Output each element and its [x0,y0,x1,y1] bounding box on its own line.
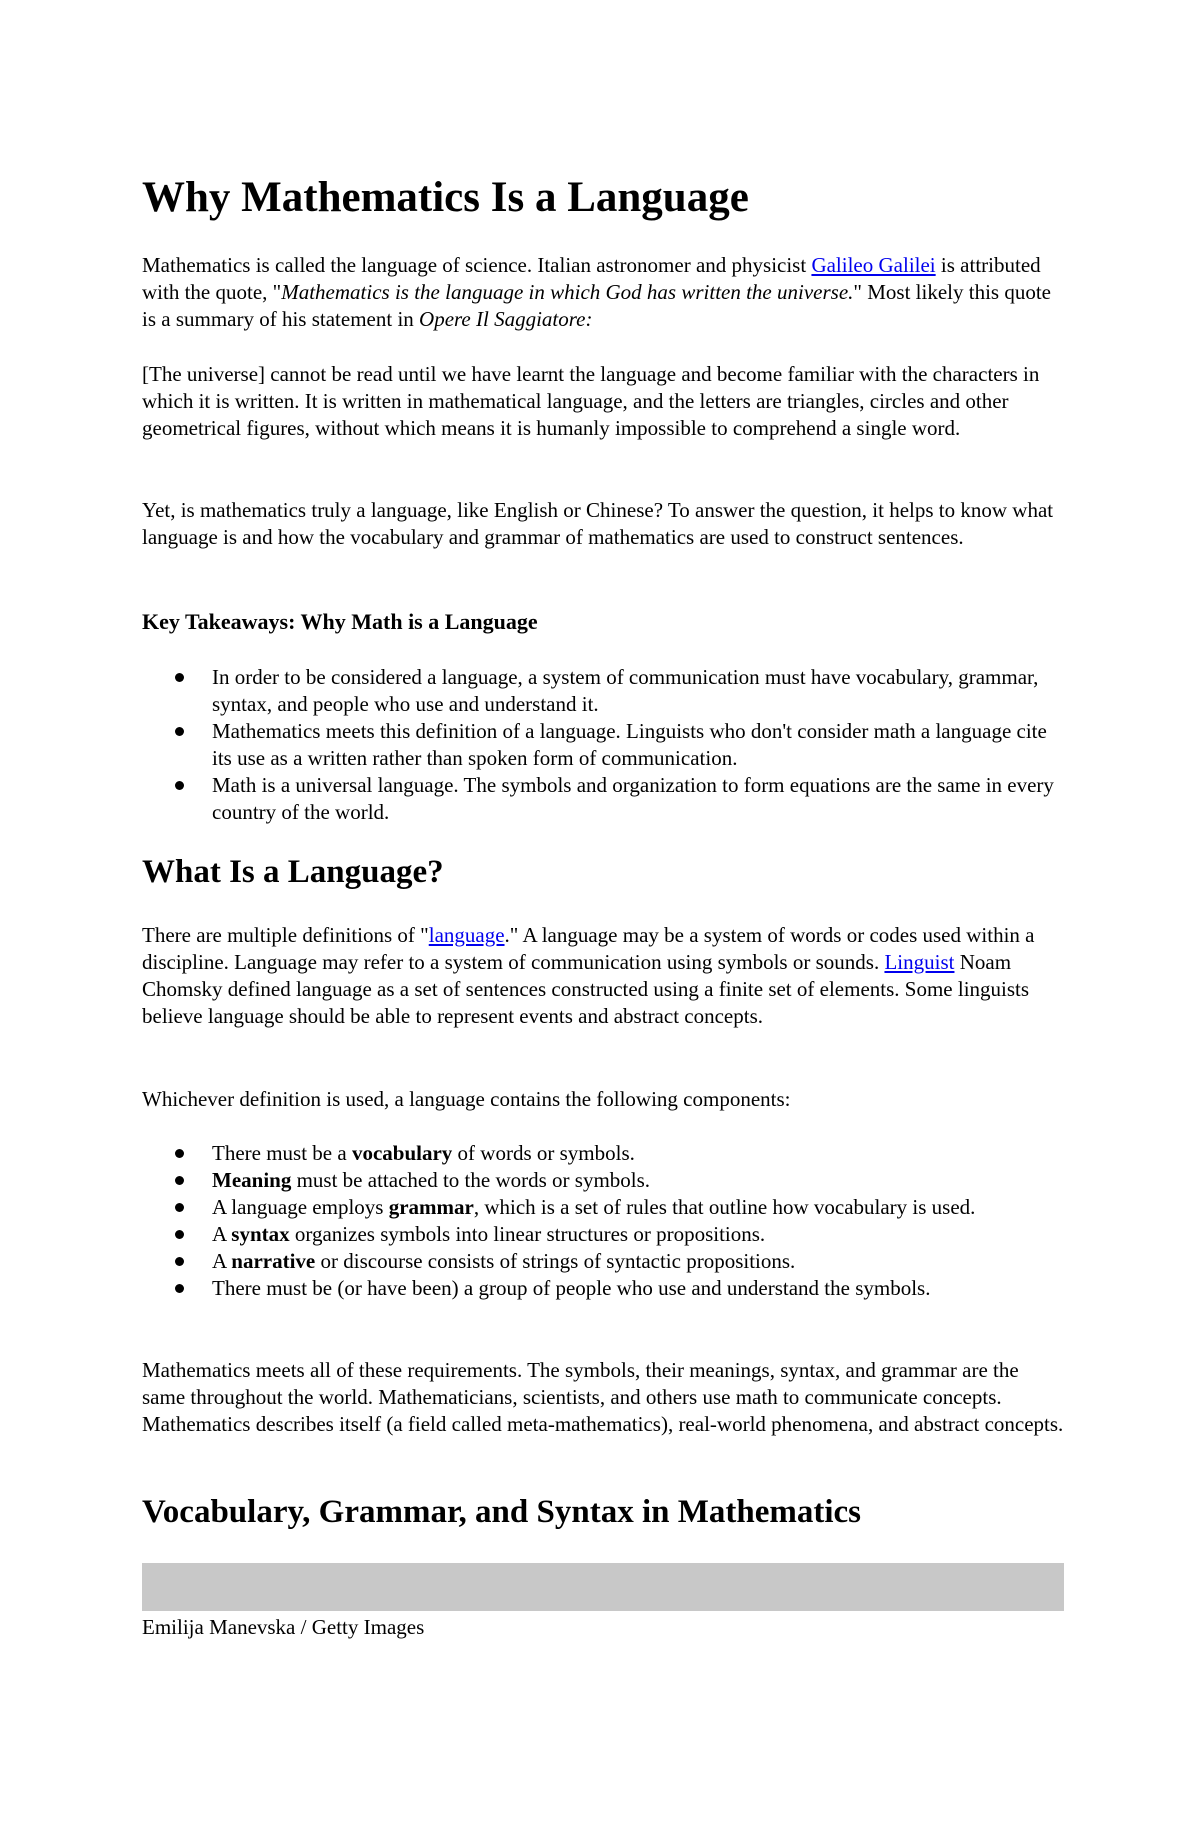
list-item [142,1140,1067,1167]
galileo-link[interactable]: Galileo Galilei [811,253,936,277]
page-title: Why Mathematics Is a Language [142,174,749,221]
definitions-paragraph [142,922,1067,1030]
item-term: narrative [231,1249,316,1273]
item-pre: A [212,1222,232,1246]
section-heading-vocabulary: Vocabulary, Grammar, and Syntax in Mathematics [142,1494,862,1530]
list-item [142,1248,1067,1275]
bullet-icon [175,1257,184,1266]
work-title: Opere Il Saggiatore: [419,307,593,331]
definitions-text-1: There are multiple definitions of " [142,923,429,947]
blockquote-paragraph: [The universe] cannot be read until we have learnt the language and become familiar with the characters in which it is written. It is written in mathematical language, and the letters are triangles, circles and other geometrical figures, without which means it is humanly impossible to comprehend a single word. [142,362,1040,440]
bullet-icon [175,673,184,682]
list-item-text: Math is a universal language. The symbols and organization to form equations are the same in every country of the world. [212,773,1054,824]
bullet-icon [175,1203,184,1212]
item-term: vocabulary [351,1141,453,1165]
linguist-link[interactable]: Linguist [884,950,955,974]
language-link[interactable]: language [428,923,505,947]
bullet-icon [175,1176,184,1185]
item-term: Meaning [212,1168,292,1192]
list-item [142,718,1067,772]
item-post: , which is a set of rules that outline how vocabulary is used. [473,1195,976,1219]
galileo-quote: Mathematics is the language in which God has written the universe. [281,280,854,304]
image-placeholder [142,1563,1064,1611]
item-pre: A language employs [212,1195,389,1219]
list-item [142,664,1067,718]
list-item [142,1275,1067,1302]
list-item-text: In order to be considered a language, a system of communication must have vocabulary, grammar, syntax, and people who use and understand it. [212,665,1039,716]
item-post: or discourse consists of strings of syntactic propositions. [315,1249,796,1273]
definitions-text-2: ." A language may be a system of words or codes used within a discipline. Language may refer to a system of communication using symbols or sounds. [142,923,1035,974]
item-pre: A [212,1249,232,1273]
list-item [142,1167,1067,1194]
takeaways-list [142,664,1067,826]
item-post: must be attached to the words or symbols. [291,1168,651,1192]
item-pre: There must be a [212,1141,352,1165]
item-post: organizes symbols into linear structures or propositions. [289,1222,766,1246]
requirements-paragraph: Mathematics meets all of these requirements. The symbols, their meanings, syntax, and grammar are the same throughout the world. Mathematicians, scientists, and others use math to communicate concepts. Mathematics describes itself (a field called meta-mathematics), real-world phenomena, and abstract concepts. [142,1358,1064,1436]
intro-text-3: " Most likely this quote is a summary of his statement in [142,280,1051,331]
components-intro: Whichever definition is used, a language contains the following components: [142,1087,791,1111]
item-pre: There must be (or have been) a group of people who use and understand the symbols. [212,1276,931,1300]
list-item [142,772,1067,826]
intro-paragraph [142,252,1067,333]
item-term: syntax [231,1222,290,1246]
image-caption: Emilija Manevska / Getty Images [142,1615,425,1639]
bullet-icon [175,1149,184,1158]
item-post: of words or symbols. [452,1141,635,1165]
bullet-icon [175,1230,184,1239]
bullet-icon [175,781,184,790]
bullet-icon [175,727,184,736]
bullet-icon [175,1284,184,1293]
intro-text-1: Mathematics is called the language of science. Italian astronomer and physicist [142,253,812,277]
takeaways-heading: Key Takeaways: Why Math is a Language [142,609,538,634]
components-list [142,1140,1067,1302]
item-term: grammar [388,1195,474,1219]
definitions-text-3: Noam Chomsky defined language as a set of sentences constructed using a finite set of elements. Some linguists believe language should be able to represent events and abstract concepts. [142,950,1030,1028]
intro-text-2: is attributed with the quote, " [142,253,1041,304]
section-heading-language: What Is a Language? [142,854,444,890]
question-paragraph: Yet, is mathematics truly a language, like English or Chinese? To answer the question, it helps to know what language is and how the vocabulary and grammar of mathematics are used to construct sentences. [142,498,1054,549]
list-item [142,1194,1067,1221]
list-item [142,1221,1067,1248]
list-item-text: Mathematics meets this definition of a language. Linguists who don't consider math a language cite its use as a written rather than spoken form of communication. [212,719,1047,770]
